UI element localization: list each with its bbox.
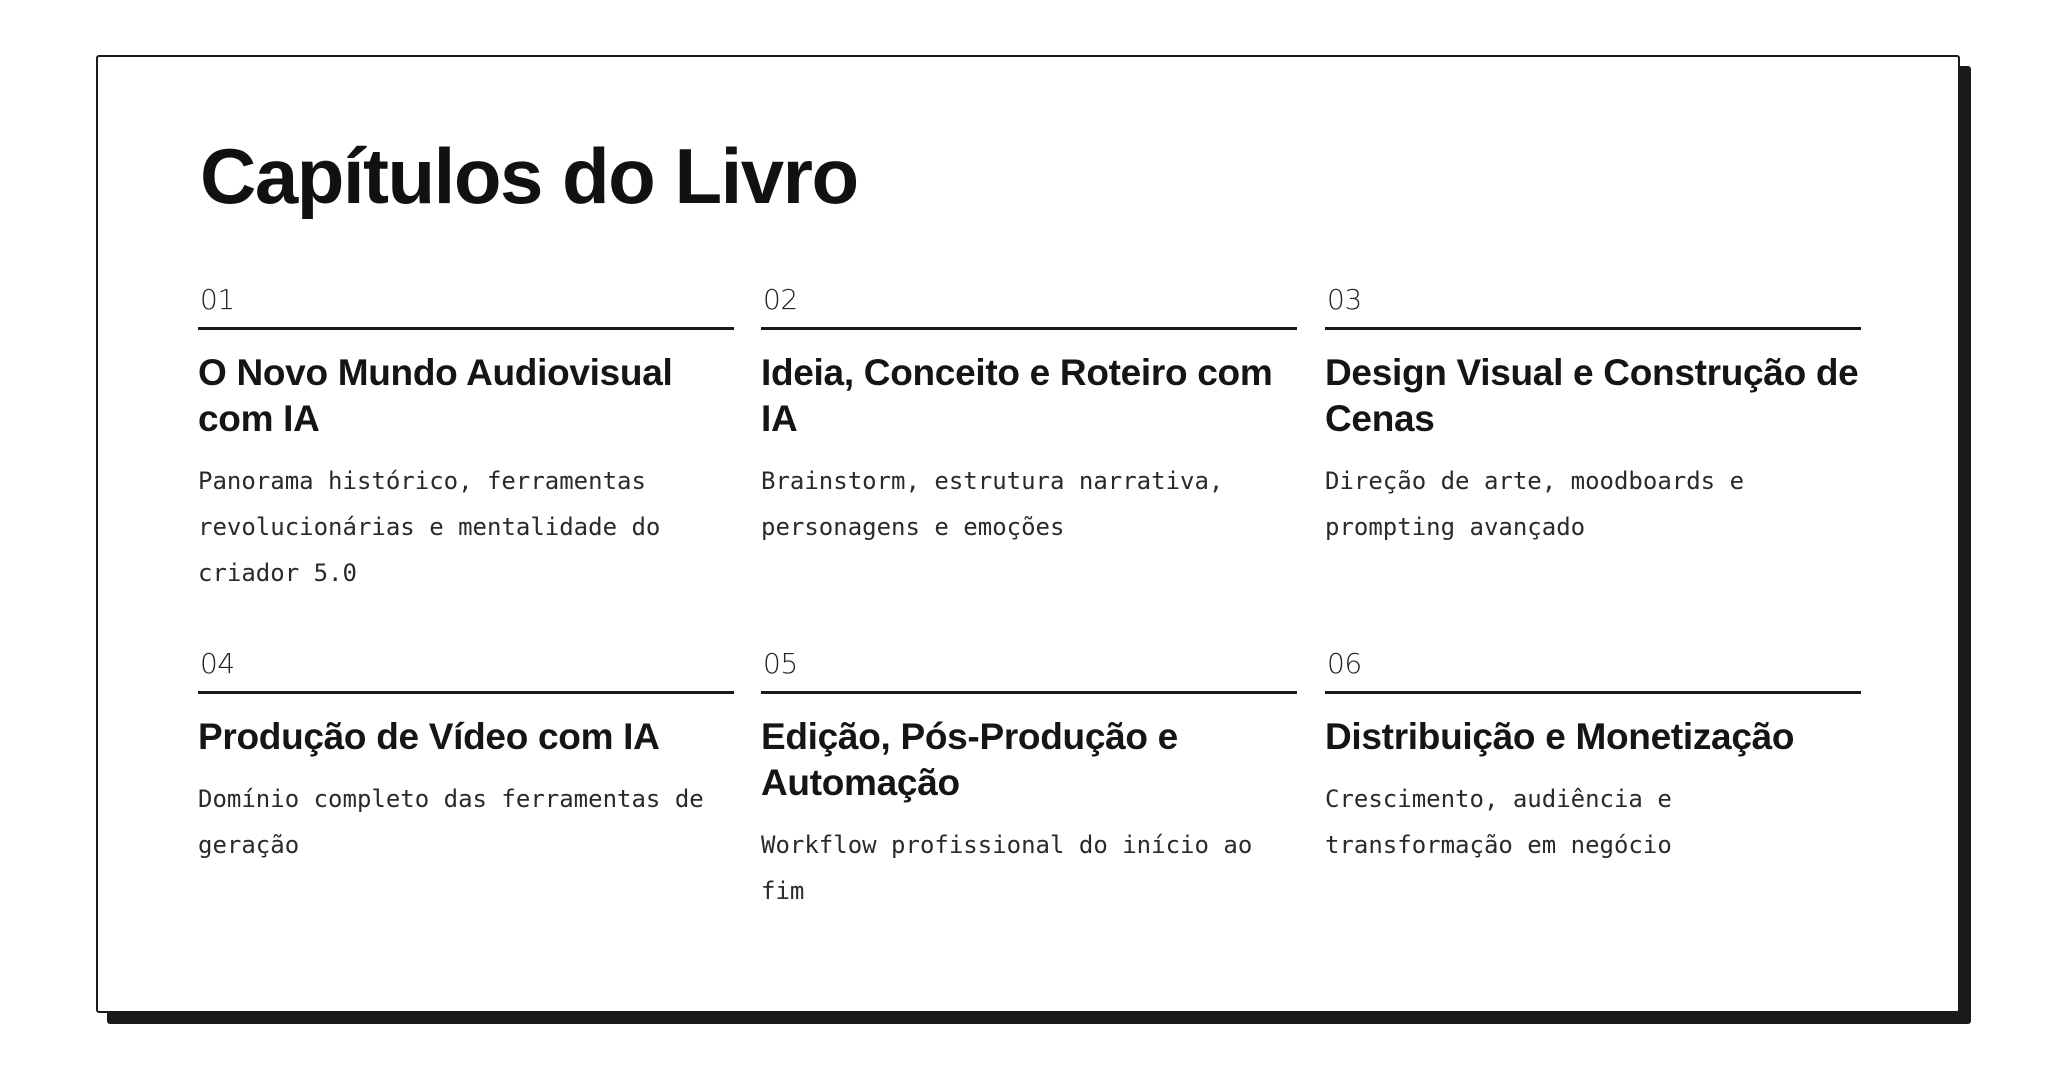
chapter-item-3 — [1325, 284, 1861, 550]
chapter-description: Domínio completo das ferramentas de geração — [198, 785, 704, 859]
chapter-number: 06 — [1327, 647, 1362, 680]
section-title: Capítulos do Livro — [200, 132, 858, 220]
chapter-title: Design Visual e Construção de Cenas — [1325, 352, 1859, 439]
chapter-divider — [198, 327, 734, 330]
chapter-item-6 — [1325, 648, 1861, 868]
chapter-number: 01 — [200, 283, 235, 316]
chapter-item-2 — [761, 284, 1297, 550]
chapter-number: 04 — [200, 647, 235, 680]
chapter-description: Panorama histórico, ferramentas revolucionárias e mentalidade do criador 5.0 — [198, 467, 661, 587]
chapter-number: 05 — [763, 647, 798, 680]
chapter-title: Produção de Vídeo com IA — [198, 716, 660, 757]
chapter-title: Edição, Pós-Produção e Automação — [761, 716, 1178, 803]
chapter-number: 02 — [763, 283, 798, 316]
chapter-title: O Novo Mundo Audiovisual com IA — [198, 352, 673, 439]
chapter-description: Crescimento, audiência e transformação em negócio — [1325, 785, 1672, 859]
chapters-card — [96, 55, 1960, 1013]
chapter-item-1 — [198, 284, 734, 596]
chapter-title: Ideia, Conceito e Roteiro com IA — [761, 352, 1273, 439]
chapter-title: Distribuição e Monetização — [1325, 716, 1795, 757]
chapter-divider — [761, 691, 1297, 694]
chapter-description: Brainstorm, estrutura narrativa, personagens e emoções — [761, 467, 1224, 541]
chapter-divider — [198, 691, 734, 694]
chapter-item-5 — [761, 648, 1297, 914]
chapter-description: Workflow profissional do início ao fim — [761, 831, 1253, 905]
chapter-item-4 — [198, 648, 734, 868]
chapter-divider — [1325, 691, 1861, 694]
chapter-number: 03 — [1327, 283, 1362, 316]
chapter-divider — [1325, 327, 1861, 330]
chapter-divider — [761, 327, 1297, 330]
chapter-description: Direção de arte, moodboards e prompting avançado — [1325, 467, 1745, 541]
